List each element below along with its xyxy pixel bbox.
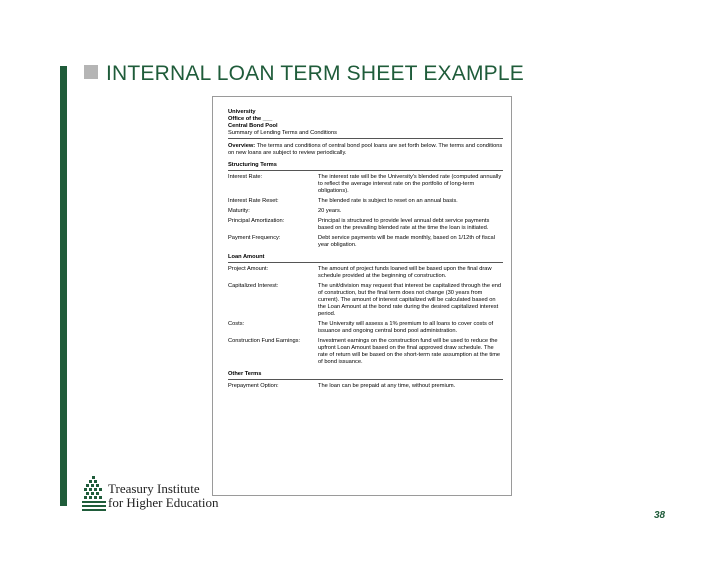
logo-line: Treasury Institute (108, 481, 200, 496)
term-value: Principal is structured to provide level annual debt service payments based on the prevailing blended rate at the time the loan is initiated. (318, 218, 490, 231)
page-number: 38 (654, 510, 666, 521)
term-label: Capitalized Interest: (228, 283, 279, 289)
term-label: Prepayment Option: (228, 383, 279, 389)
section-heading: Structuring Terms (228, 162, 277, 168)
term-value: The University will assess a 1% premium to all loans to cover costs of issuance and ongoing central bond pool administration. (318, 321, 494, 334)
term-value: The unit/division may request that interest be capitalized through the end of construction, but the final term does not change (30 years from current). The amount of interest capitalized will be calculated based on the Loan Amount at the bond rate during the desired capitalized interest period. (318, 283, 502, 317)
overview-text: The terms and conditions of central bond pool loans are set forth below. The terms and conditions on new loans are subject to review periodically. (228, 143, 503, 156)
term-label: Payment Frequency: (228, 235, 281, 241)
divider (228, 138, 503, 139)
term-label: Principal Amortization: (228, 218, 285, 224)
overview-paragraph (228, 143, 503, 157)
term-row (228, 383, 503, 390)
term-row (228, 338, 503, 366)
term-value: The amount of project funds loaned will be based upon the final draw schedule provided at the beginning of construction. (318, 266, 492, 279)
term-row (228, 208, 503, 215)
logo-text (108, 482, 218, 510)
sections-container (228, 162, 503, 390)
header-line: Central Bond Pool (228, 123, 278, 129)
term-label: Interest Rate: (228, 174, 263, 180)
term-value: The blended rate is subject to reset on an annual basis. (318, 198, 458, 204)
accent-bar (60, 66, 67, 506)
term-row (228, 283, 503, 318)
term-label: Costs: (228, 321, 245, 327)
term-row (228, 218, 503, 232)
header-line: Office of the ___ (228, 116, 273, 122)
document-header (228, 109, 503, 137)
overview-label: Overview: (228, 143, 256, 149)
logo-mark-icon (82, 476, 106, 511)
header-line: University (228, 109, 256, 115)
divider (228, 262, 503, 263)
section-heading: Loan Amount (228, 254, 265, 260)
title-bullet (84, 65, 98, 79)
term-row (228, 235, 503, 249)
term-value: Investment earnings on the construction fund will be used to reduce the upfront Loan Amount based on the final approved draw schedule. The rate of return will be based on the short-term rate assumption at the time of bond issuance. (318, 338, 501, 365)
term-label: Construction Fund Earnings: (228, 338, 301, 344)
term-label: Maturity: (228, 208, 250, 214)
term-sheet-document (212, 96, 512, 496)
term-row (228, 174, 503, 195)
term-sheet-content (228, 109, 503, 390)
divider (228, 170, 503, 171)
term-row (228, 198, 503, 205)
term-value: Debt service payments will be made monthly, based on 1/12th of fiscal year obligation. (318, 235, 495, 248)
divider (228, 379, 503, 380)
term-value: The loan can be prepaid at any time, without premium. (318, 383, 456, 389)
term-value: 20 years. (318, 208, 342, 214)
logo-line: for Higher Education (108, 495, 219, 510)
term-row (228, 321, 503, 335)
term-value: The interest rate will be the University's blended rate (computed annually to reflect the average interest rate on the portfolio of long-term obligations). (318, 174, 502, 194)
term-label: Interest Rate Reset: (228, 198, 279, 204)
term-label: Project Amount: (228, 266, 269, 272)
section-heading: Other Terms (228, 371, 262, 377)
term-row (228, 266, 503, 280)
slide-title: INTERNAL LOAN TERM SHEET EXAMPLE (106, 62, 524, 85)
document-subheader: Summary of Lending Terms and Conditions (228, 130, 337, 136)
